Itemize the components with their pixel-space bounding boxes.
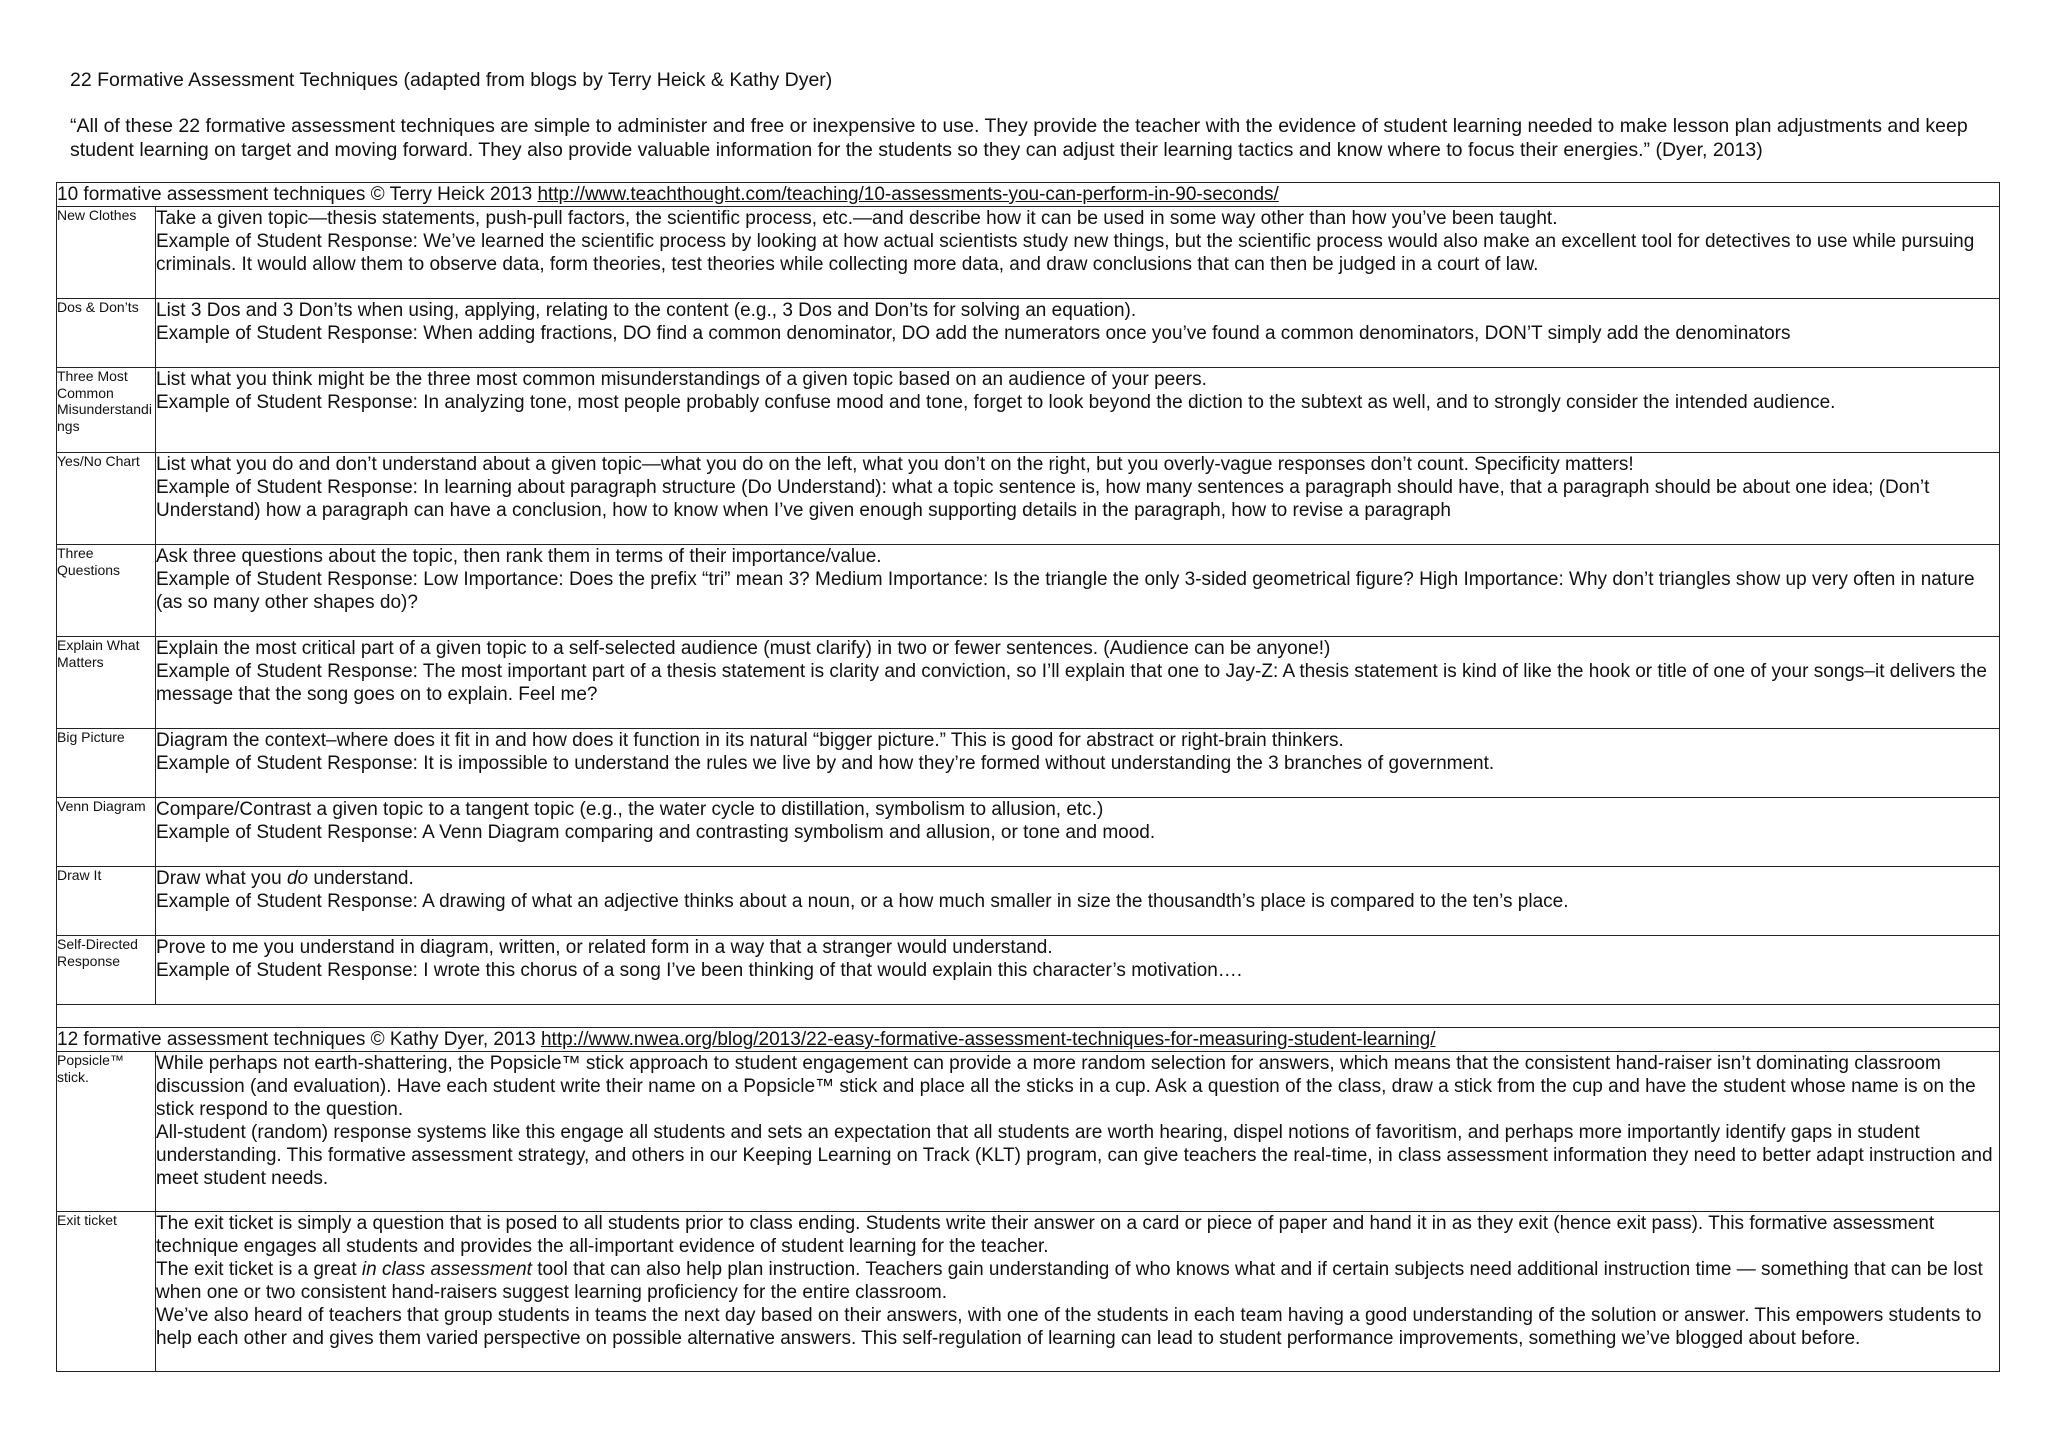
- technique-description: [156, 1052, 2000, 1212]
- text-run: The exit ticket is a great: [156, 1259, 362, 1280]
- section-header-row: [57, 183, 2000, 207]
- section-heading: 10 formative assessment techniques © Terry Heick 2013: [57, 184, 533, 205]
- technique-description: [156, 867, 2000, 936]
- technique-description: [156, 299, 2000, 368]
- technique-line: Take a given topic—thesis statements, push-pull factors, the scientific process, etc.—and describe how it can be used in some way other than how you’ve been taught.: [156, 208, 1558, 229]
- table-row: [57, 368, 2000, 453]
- technique-label: Dos & Don’ts: [57, 299, 156, 368]
- emphasis-text: in class assessment: [361, 1259, 532, 1280]
- technique-line: Example of Student Response: In analyzing tone, most people probably confuse mood and tone, forget to look beyond the diction to the subtext as well, and to strongly consider the intended audience.: [156, 392, 1836, 413]
- technique-label: Venn Diagram: [57, 798, 156, 867]
- technique-line: List 3 Dos and 3 Don’ts when using, applying, relating to the content (e.g., 3 Dos and Don’ts for solving an equation).: [156, 300, 1137, 321]
- technique-line: All-student (random) response systems like this engage all students and sets an expectation that all students are worth hearing, dispel notions of favoritism, and perhaps more importantly identify gaps in student understanding. This formative assessment strategy, and others in our Keeping Learning on Track (KLT) program, can give teachers the real-time, in class assessment information they need to better adapt instruction and meet student needs.: [156, 1122, 1993, 1189]
- table-row: [57, 299, 2000, 368]
- section-heading: 12 formative assessment techniques © Kathy Dyer, 2013: [57, 1029, 536, 1050]
- source-link[interactable]: http://www.teachthought.com/teaching/10-assessments-you-can-perform-in-90-seconds/: [537, 184, 1279, 205]
- section-header-row: [57, 1028, 2000, 1052]
- technique-description: [156, 637, 2000, 729]
- source-link[interactable]: http://www.nwea.org/blog/2013/22-easy-formative-assessment-techniques-for-measuring-student-learning/: [540, 1029, 1436, 1050]
- table-row: [57, 207, 2000, 299]
- technique-label: New Clothes: [57, 207, 156, 299]
- text-run: understand.: [308, 868, 414, 889]
- technique-line: Example of Student Response: The most important part of a thesis statement is clarity and conviction, so I’ll explain that one to Jay-Z: A thesis statement is kind of like the hook or title of one of your songs–it delivers the message that the song goes on to explain. Feel me?: [156, 661, 1987, 705]
- technique-line: Ask three questions about the topic, then rank them in terms of their importance/value.: [156, 546, 882, 567]
- table-row: [57, 936, 2000, 1005]
- technique-description: [156, 1212, 2000, 1372]
- technique-line: We’ve also heard of teachers that group students in teams the next day based on their answers, with one of the students in each team having a good understanding of the solution or answer. This empowers students to help each other and gives them varied perspective on possible alternative answers. This self-regulation of learning can lead to student performance improvements, something we’ve blogged about before.: [156, 1305, 1982, 1349]
- technique-line: The exit ticket is simply a question that is posed to all students prior to class ending. Students write their answer on a card or piece of paper and hand it in as they exit (hence exit pass). This formative assessment technique engages all students and provides the all-important evidence of student learning for the teacher.: [156, 1213, 1935, 1257]
- technique-label: Three Most Common Misunderstandings: [57, 368, 156, 453]
- technique-line: Example of Student Response: It is impossible to understand the rules we live by and how they’re formed without understanding the 3 branches of government.: [156, 753, 1495, 774]
- emphasis-text: do: [286, 868, 309, 889]
- technique-description: [156, 545, 2000, 637]
- technique-line: List what you do and don’t understand about a given topic—what you do on the left, what you don’t on the right, but you overly-vague responses don’t count. Specificity matters!: [156, 454, 1634, 475]
- technique-line: [156, 867, 1999, 890]
- technique-line: Prove to me you understand in diagram, written, or related form in a way that a stranger would understand.: [156, 937, 1053, 958]
- technique-label: Yes/No Chart: [57, 453, 156, 545]
- spacer-row: [57, 1005, 2000, 1028]
- technique-line: Example of Student Response: A Venn Diagram comparing and contrasting symbolism and allusion, or tone and mood.: [156, 822, 1156, 843]
- technique-description: [156, 729, 2000, 798]
- table-row: [57, 545, 2000, 637]
- technique-line: Diagram the context–where does it fit in and how does it function in its natural “bigger picture.” This is good for abstract or right-brain thinkers.: [156, 730, 1344, 751]
- techniques-table: [56, 182, 2000, 1372]
- technique-line: Compare/Contrast a given topic to a tangent topic (e.g., the water cycle to distillation, symbolism to allusion, etc.): [156, 799, 1104, 820]
- intro-quote: “All of these 22 formative assessment techniques are simple to administer and free or inexpensive to use. They provide the teacher with the evidence of student learning needed to make lesson plan adjustments and keep student learning on target and moving forward. They also provide valuable information for the students so they can adjust their learning tactics and know where to focus their energies.” (Dyer, 2013): [70, 115, 1968, 161]
- technique-line: Example of Student Response: I wrote this chorus of a song I’ve been thinking of that would explain this character’s motivation….: [156, 960, 1243, 981]
- technique-line: Example of Student Response: We’ve learned the scientific process by looking at how actual scientists study new things, but the scientific process would also make an excellent tool for detectives to use while pursuing criminals. It would allow them to observe data, form theories, test theories while collecting more data, and draw conclusions that can then be judged in a court of law.: [156, 231, 1975, 275]
- technique-line: [156, 1258, 1999, 1304]
- technique-line: Explain the most critical part of a given topic to a self-selected audience (must clarify) in two or fewer sentences. (Audience can be anyone!): [156, 638, 1331, 659]
- technique-description: [156, 798, 2000, 867]
- table-row: [57, 729, 2000, 798]
- text-run: tool that can also help plan instruction. Teachers gain understanding of who knows what and if certain subjects need additional instruction time — something that can be lost when one or two consistent hand-raisers suggest learning proficiency for the entire classroom.: [156, 1259, 1983, 1303]
- table-row: [57, 798, 2000, 867]
- text-run: Draw what you: [156, 868, 287, 889]
- technique-label: Big Picture: [57, 729, 156, 798]
- section-header-heick: [57, 183, 2000, 207]
- table-row: [57, 637, 2000, 729]
- technique-line: List what you think might be the three most common misunderstandings of a given topic based on an audience of your peers.: [156, 369, 1207, 390]
- technique-line: While perhaps not earth-shattering, the Popsicle™ stick approach to student engagement can provide a more random selection for answers, which means that the consistent hand-raiser isn’t dominating classroom discussion (and evaluation). Have each student write their name on a Popsicle™ stick and place all the sticks in a cup. Ask a question of the class, draw a stick from the cup and have the student whose name is on the stick respond to the question.: [156, 1053, 1976, 1120]
- technique-description: [156, 936, 2000, 1005]
- table-row: [57, 1212, 2000, 1372]
- technique-description: [156, 368, 2000, 453]
- technique-description: [156, 453, 2000, 545]
- technique-line: Example of Student Response: A drawing of what an adjective thinks about a noun, or a how much smaller in size the thousandth’s place is compared to the ten’s place.: [156, 891, 1569, 912]
- document-title: 22 Formative Assessment Techniques (adapted from blogs by Terry Heick & Kathy Dyer): [70, 69, 833, 91]
- technique-label: Explain What Matters: [57, 637, 156, 729]
- technique-label: Popsicle™ stick.: [57, 1052, 156, 1212]
- table-row: [57, 867, 2000, 936]
- technique-line: Example of Student Response: When adding fractions, DO find a common denominator, DO add the numerators once you’ve found a common denominators, DON’T simply add the denominators: [156, 323, 1791, 344]
- technique-line: Example of Student Response: In learning about paragraph structure (Do Understand): what a topic sentence is, how many sentences a paragraph should have, that a paragraph should be about one idea; (Don’t Understand) how a paragraph can have a conclusion, how to know when I’ve given enough supporting details in the paragraph, how to revise a paragraph: [156, 477, 1930, 521]
- section-header-dyer: [57, 1028, 2000, 1052]
- spacer-cell: [57, 1005, 2000, 1028]
- technique-label: Three Questions: [57, 545, 156, 637]
- table-row: [57, 453, 2000, 545]
- technique-label: Exit ticket: [57, 1212, 156, 1372]
- technique-label: Draw It: [57, 867, 156, 936]
- technique-description: [156, 207, 2000, 299]
- table-row: [57, 1052, 2000, 1212]
- technique-line: Example of Student Response: Low Importance: Does the prefix “tri” mean 3? Medium Importance: Is the triangle the only 3-sided geometrical figure? High Importance: Why don’t triangles show up very often in nature (as so many other shapes do)?: [156, 569, 1975, 613]
- technique-label: Self-Directed Response: [57, 936, 156, 1005]
